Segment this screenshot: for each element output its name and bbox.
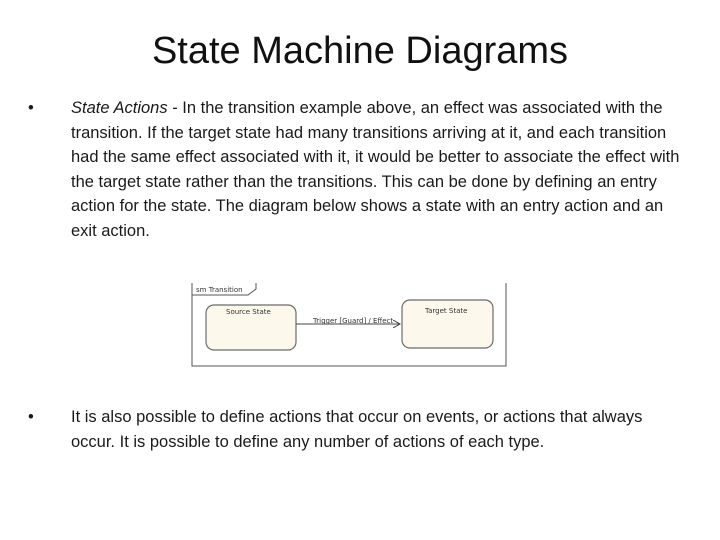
- slide-title: State Machine Diagrams: [151, 30, 569, 72]
- bullet-marker: •: [28, 99, 34, 117]
- bullet-marker: •: [28, 408, 34, 426]
- bullet-text: It is also possible to define actions that occur on events, or actions that always occur. It is possible to define any number of actions of each type.: [71, 408, 643, 451]
- transition-label: Trigger [Guard] / Effect: [313, 317, 394, 325]
- bullet-term: State Actions: [71, 99, 168, 117]
- source-state-label: Source State: [226, 308, 271, 316]
- frame-label: sm Transition: [196, 286, 243, 294]
- state-transition-diagram: [190, 280, 510, 368]
- bullet-separator: -: [167, 99, 183, 117]
- bullet-body: In the transition example above, an effect was associated with the transition. If the target state had many transitions arriving at it, and each transition had the same effect associated with it, it would be better to associate the effect with the target state rather than the transitions. This can be done by defining an entry action for the state. The diagram below shows a state with an entry action and an exit action.: [71, 99, 680, 240]
- target-state-label: Target State: [425, 307, 468, 315]
- bullet-text: [71, 96, 683, 243]
